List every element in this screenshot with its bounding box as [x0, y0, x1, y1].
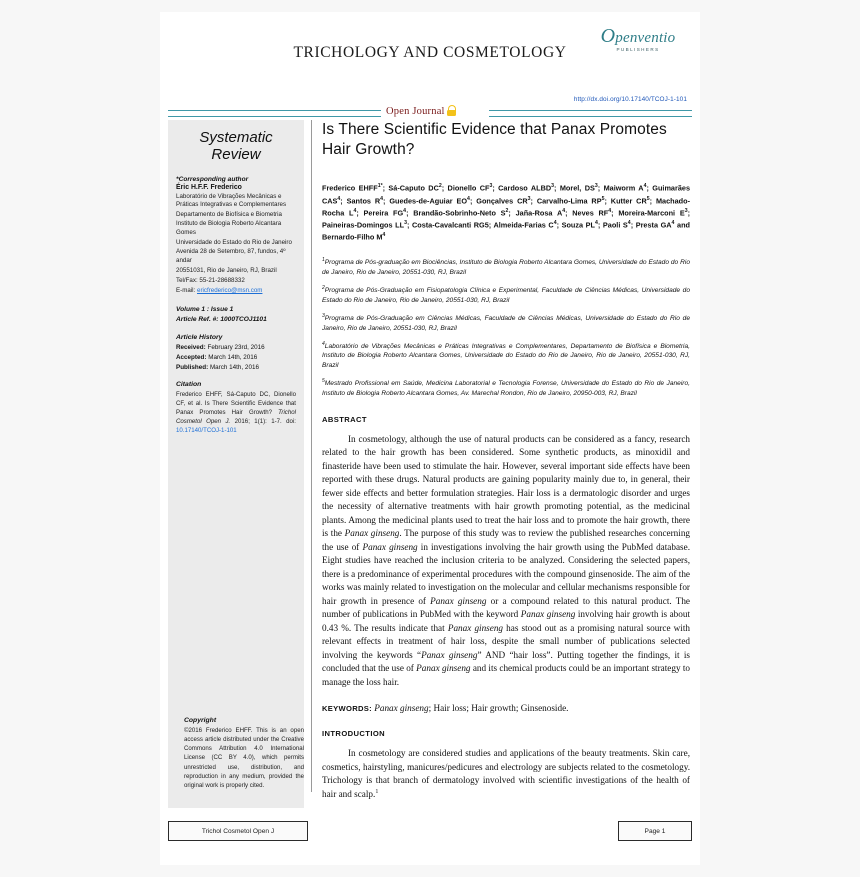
article-ref: Article Ref. #: 1000TCOJ1101 — [176, 316, 267, 324]
introduction-paragraph: In cosmetology are considered studies and applications of the beauty treatments. Skin care, cosmetics, hairstyling, manicures/pedicures and electrology are subjects related to the cosmetology. Trichology is that branch of dermatology involved with scientific investigations of the health of hair and scalp.$^1$ — [322, 748, 690, 800]
affiliation-5: $^5$Mestrado Profissional em Saúde, Medicina Laboratorial e Tecnologia Forense, Universidade do Estado do Rio de Janeiro, Instituto de Biologia Roberto Alcantara Gomes, Av. Marechal Rondon, Rio de Janeiro, 20950-003, RJ, Brazil — [322, 377, 690, 397]
content-columns — [160, 120, 700, 810]
corresponding-author-name: Éric H.F.F. Frederico — [176, 183, 242, 191]
corresponding-author-label: *Corresponding author — [176, 175, 249, 183]
affiliation-2: $^2$Programa de Pós-Graduação em Fisiopatologia Clínica e Experimental, Faculdade de Ciências Médicas, Universidade do Estado do Rio de Janeiro, Rio de Janeiro, 20551-030, RJ, Brazil — [322, 285, 690, 305]
telfax-line: Tel/Fax: 55-21-28688332 — [176, 276, 245, 284]
abstract-paragraph: In cosmetology, although the use of natural products can be considered as a fancy, research related to the hair growth has been considered. Some synthetic products, as minoxidil and finasteride have been used to stimulate the hair. However, several important side effects have been reported with these drugs. Natural products are gaining popularity mainly due to, in general, their fewer side effects and better formulation strategies. Hair loss is a dermatologic disorder and urges the necessity of alternative treatments with hair growth promoting potential, as the medicinal plants. Among the medicinal plants used to treat the hair loss and to promote the hair growth, there is the Panax ginseng. The purpose of this study was to review the published researches concerning the use of Panax ginseng in investigations involving the hair growth using the PubMed database. Eight studies have reached the inclusion criteria to be analyzed. Considering the selected papers, there is a predominance of experimental procedures with the compound ginsenoside. The aim of the works was mainly related to investigation on the molecular and cellular mechanisms responsible for hair growth in presence of Panax ginseng or a compound related to this natural product. The number of publications in PubMed with the keyword Panax ginseng involving hair growth is about 0.43 %. The results indicate that Panax ginseng has stood out as a promising natural source with relevant effects in treatment of hair loss, despite the small number of publications selected involving the keywords “Panax ginseng” AND “hair loss”. Putting together the findings, it is concluded that the use of Panax ginseng and its chemical products could be an important strategy to manage the loss hair. — [322, 433, 691, 687]
citation-heading: Citation — [176, 381, 202, 389]
affiliation-4: $^4$Laboratório de Vibrações Mecânicas e Práticas Integrativas e Complementares, Departamento de Biofísica e Biometria, Instituto de Biologia Roberto Alcantara Gomes, Universidade do Estado do Rio de Janeiro, Rio de Janeiro, 20551-030, RJ, Brazil — [322, 340, 690, 370]
copyright-heading: Copyright — [184, 717, 217, 725]
metadata-sidebar — [168, 120, 304, 808]
open-journal-text: Open Journal — [386, 106, 445, 117]
logo-word-rest: penventio — [615, 30, 676, 46]
copyright-block — [176, 717, 312, 790]
keywords-line — [322, 703, 690, 713]
logo-cap-letter: O — [600, 25, 616, 47]
email-label: E-mail: — [176, 286, 196, 294]
introduction-heading: INTRODUCTION — [322, 729, 386, 739]
footer-page-number: Page 1 — [618, 821, 692, 841]
received-value: February 23rd, 2016 — [207, 344, 265, 352]
address-line-1: Laboratório de Vibrações Mecânicas e Práticas Integrativas e Complementares — [176, 192, 287, 209]
citation-journal: Trichol Cosmetol Open J. — [176, 409, 296, 426]
address-line-4: Avenida 28 de Setembro, 87, fundos, 4º andar — [176, 248, 286, 265]
volume-issue: Volume 1 : Issue 1 — [176, 306, 234, 314]
published-label: Published: — [176, 363, 209, 371]
open-journal-rule — [168, 105, 692, 119]
history-published — [176, 363, 296, 373]
rule-left — [168, 110, 381, 117]
open-access-lock-icon — [447, 105, 456, 116]
journal-title: TRICHOLOGY AND COSMETOLOGY — [293, 44, 567, 61]
address-line-3: Universidade do Estado do Rio de Janeiro — [176, 238, 292, 246]
article-history-heading: Article History — [176, 334, 223, 342]
email-link[interactable]: ericfrederico@msn.com — [197, 286, 263, 294]
author-list: Frederico $EHFF^{1*}$; Sá-Caputo $DC^2$; Dionello $CF^3$; Cardoso ALBD$^3$; Morel, $DS^3$; Maiworm $A^4$; Guimarães CAS$^4$; Santos $R^4$; Guedes-de-Aguiar $EO^4$; Gonçalves $CR^3$; Carvalho-Lima $RP^5$; Kutter $CR^5$; Machado-Rocha $L^4$; Pereira $FG^4$; Brandão-Sobrinho-Neto $S^2$; Jaña-Rosa $A^4$; Neves $RF^4$; Moreira-Marconi $E^3$; Paineiras-Domingos $LL^3$; Costa-Cavalcanti RG5; Almeida-Farias $C^4$; Souza $PL^4$; Paoli $S^4$; Presta $GA^4$ and Bernardo-Filho $M^4$ — [322, 183, 691, 242]
logo-publishers-label: PUBLISHERS — [616, 47, 660, 52]
address-line-5: 20551031, Rio de Janeiro, RJ, Brazil — [176, 266, 277, 274]
open-journal-label — [386, 105, 456, 117]
paper-sheet — [160, 12, 700, 865]
copyright-text: ©2016 Frederico EHFF. This is an open access article distributed under the Creative Commons Attribution 4.0 International License (CC BY 4.0), which permits unrestricted use, distribution, and reproduction in any medium, provided the original work is properly cited. — [184, 727, 304, 789]
column-divider — [311, 120, 312, 792]
accepted-label: Accepted: — [176, 353, 207, 361]
page-footer — [160, 821, 700, 843]
accepted-value: March 14th, 2016 — [208, 353, 258, 361]
article-type-label: Systematic Review — [199, 129, 273, 163]
footer-journal-short: Trichol Cosmetol Open J — [168, 821, 308, 841]
article-body — [322, 120, 690, 808]
published-value: March 14th, 2016 — [209, 363, 259, 371]
abstract-heading: ABSTRACT — [322, 414, 367, 424]
citation-body: Frederico EHFF, Sá-Caputo DC, Dionello CF, et al. Is There Scientific Evidence that Panax Promotes Hair Growth? — [176, 391, 296, 417]
openventio-logo[interactable] — [589, 23, 687, 54]
citation-text — [176, 390, 296, 435]
rule-right — [489, 110, 692, 117]
logo-wordmark — [589, 23, 687, 46]
citation-details: 2016; 1(1): 1-7. doi: — [234, 418, 296, 426]
keywords-label: KEYWORDS: — [322, 704, 372, 714]
doi-link[interactable]: http://dx.doi.org/10.17140/TCOJ-1-101 — [573, 96, 687, 103]
article-title: Is There Scientific Evidence that Panax Promotes Hair Growth? — [322, 121, 667, 159]
masthead — [160, 12, 700, 86]
affiliation-1: $^1$Programa de Pós-graduação em Biociências, Instituto de Biologia Roberto Alcantara Gomes, Universidade do Estado do Rio de Janeiro, Rio de Janeiro, 20551-030, RJ, Brazil — [322, 257, 690, 277]
received-label: Received: — [176, 344, 206, 352]
email-line — [176, 287, 296, 296]
affiliation-3: $^3$Programa de Pós-Graduação em Ciências Médicas, Faculdade de Ciências Médicas, Universidade do Estado do Rio de Janeiro, Rio de Janeiro, 20551-030, RJ, Brazil — [322, 312, 690, 332]
citation-doi-link[interactable]: 10.17140/TCOJ-1-101 — [176, 427, 237, 435]
keywords-values: Panax ginseng; Hair loss; Hair growth; Ginsenoside. — [374, 703, 569, 714]
address-line-2: Departamento de Biofísica e Biometria Instituto de Biologia Roberto Alcantara Gomes — [176, 211, 282, 236]
history-received — [176, 343, 296, 353]
history-accepted — [176, 353, 296, 363]
